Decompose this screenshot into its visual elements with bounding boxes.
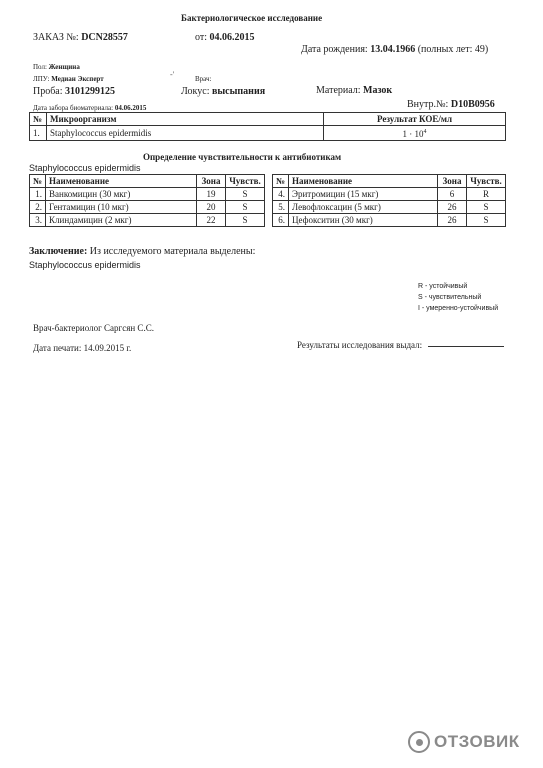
row-num: 6. [273, 214, 289, 227]
order-date [195, 32, 255, 43]
microorganism-table [29, 112, 506, 141]
left-col-zone: Зона [197, 175, 226, 188]
row-sensitivity: S [226, 201, 265, 214]
birth-value: 13.04.1966 [370, 44, 416, 55]
conclusion-text: Из исследуемого материала выделены: [89, 246, 256, 257]
row-antibiotic: Эритромицин (15 мкг) [289, 188, 438, 201]
table-row [273, 214, 506, 227]
row-antibiotic: Левофлоксацин (5 мкг) [289, 201, 438, 214]
result-base: 1 · 10 [402, 129, 424, 139]
row-num: 4. [273, 188, 289, 201]
internal-value: D10B0956 [450, 99, 495, 110]
material-field [316, 85, 392, 96]
material-label: Материал: [316, 85, 361, 96]
row-sensitivity: R [467, 188, 506, 201]
row-zone: 6 [438, 188, 467, 201]
lpu-field [33, 75, 104, 83]
order-number [33, 32, 128, 43]
table-row [273, 188, 506, 201]
row-num: 5. [273, 201, 289, 214]
table-header-row [30, 113, 506, 126]
conclusion-label: Заключение: [29, 246, 88, 257]
row-zone: 26 [438, 214, 467, 227]
row-num: 1. [30, 188, 46, 201]
watermark [408, 731, 520, 753]
table-row [30, 201, 265, 214]
row-num: 1. [30, 126, 47, 141]
order-label: ЗАКАЗ №: [33, 32, 79, 43]
internal-number [407, 99, 495, 110]
table-header-row [30, 175, 265, 188]
row-sensitivity: S [226, 214, 265, 227]
right-col-zone: Зона [438, 175, 467, 188]
age-text: (полных лет: 49) [417, 44, 489, 55]
row-organism: Staphylococcus epidermidis [47, 126, 324, 141]
col-num-header: № [30, 113, 47, 126]
left-col-num: № [30, 175, 46, 188]
col-result-header: Результат КОЕ/мл [324, 113, 506, 126]
row-num: 3. [30, 214, 46, 227]
row-zone: 26 [438, 201, 467, 214]
lpu-label: ЛПУ: [33, 75, 50, 83]
col-name-header: Микроорганизм [47, 113, 324, 126]
document-title: Бактериологическое исследование [181, 13, 323, 23]
table-header-row [273, 175, 506, 188]
conclusion [29, 246, 255, 257]
print-date-label: Дата печати: [33, 343, 82, 353]
birth-date [301, 44, 488, 55]
row-sensitivity: S [226, 188, 265, 201]
table-row [273, 201, 506, 214]
row-sensitivity: S [467, 201, 506, 214]
row-antibiotic: Ванкомицин (30 мкг) [46, 188, 197, 201]
row-result [324, 126, 506, 141]
row-zone: 20 [197, 201, 226, 214]
issued-label: Результаты исследования выдал: [297, 340, 423, 350]
left-col-sens: Чувств. [226, 175, 265, 188]
locus-value: высыпания [211, 86, 266, 97]
table-row [30, 188, 265, 201]
birth-label: Дата рождения: [301, 44, 368, 55]
sensitivity-organism: Staphylococcus epidermidis [29, 163, 141, 173]
table-row [30, 126, 506, 141]
watermark-logo-icon [408, 731, 430, 753]
right-col-num: № [273, 175, 289, 188]
collect-value: 04.06.2015 [114, 104, 147, 112]
legend-sensitive: S - чувствительный [418, 294, 482, 301]
signature-line [428, 346, 504, 347]
sex-value: Женщина [48, 63, 80, 71]
sex-field [33, 63, 80, 71]
legend-intermediate: I - умеренно-устойчивый [418, 305, 499, 312]
sex-label: Пол: [33, 63, 47, 71]
result-exponent: 4 [423, 129, 427, 135]
row-zone: 19 [197, 188, 226, 201]
sample-value: 3101299125 [65, 86, 116, 97]
right-col-name: Наименование [289, 175, 438, 188]
row-num: 2. [30, 201, 46, 214]
pen-mark: -' [170, 70, 175, 79]
material-value: Мазок [363, 85, 393, 96]
order-date-value: 04.06.2015 [209, 32, 255, 43]
legend-resistant: R - устойчивый [418, 283, 468, 290]
row-antibiotic: Цефокситин (30 мкг) [289, 214, 438, 227]
print-date [33, 343, 131, 353]
print-date-value: 14.09.2015 г. [83, 343, 132, 353]
watermark-text: ОТЗОВИК [434, 732, 520, 751]
order-date-label: от: [195, 32, 208, 43]
locus-label: Локус: [181, 86, 210, 97]
internal-label: Внутр.№: [407, 99, 449, 110]
doctor-signature: Врач-бактериолог Саргсян С.С. [33, 323, 154, 333]
collect-date-field [33, 104, 146, 112]
sample-field [33, 86, 115, 97]
row-antibiotic: Клиндамицин (2 мкг) [46, 214, 197, 227]
row-sensitivity: S [467, 214, 506, 227]
conclusion-organism: Staphylococcus epidermidis [29, 260, 141, 270]
table-row [30, 214, 265, 227]
left-col-name: Наименование [46, 175, 197, 188]
sensitivity-table-right [272, 174, 506, 227]
lpu-value: Медиан Эксперт [51, 75, 104, 83]
row-zone: 22 [197, 214, 226, 227]
order-value: DCN28557 [81, 32, 128, 43]
collect-label: Дата забора биоматериала: [33, 104, 114, 112]
sensitivity-heading: Определение чувствительности к антибиотикам [143, 152, 342, 162]
right-col-sens: Чувств. [467, 175, 506, 188]
sensitivity-table-left [29, 174, 265, 227]
sample-label: Проба: [33, 86, 63, 97]
locus-field [181, 86, 265, 97]
row-antibiotic: Гентамицин (10 мкг) [46, 201, 197, 214]
doctor-label: Врач: [195, 75, 212, 83]
